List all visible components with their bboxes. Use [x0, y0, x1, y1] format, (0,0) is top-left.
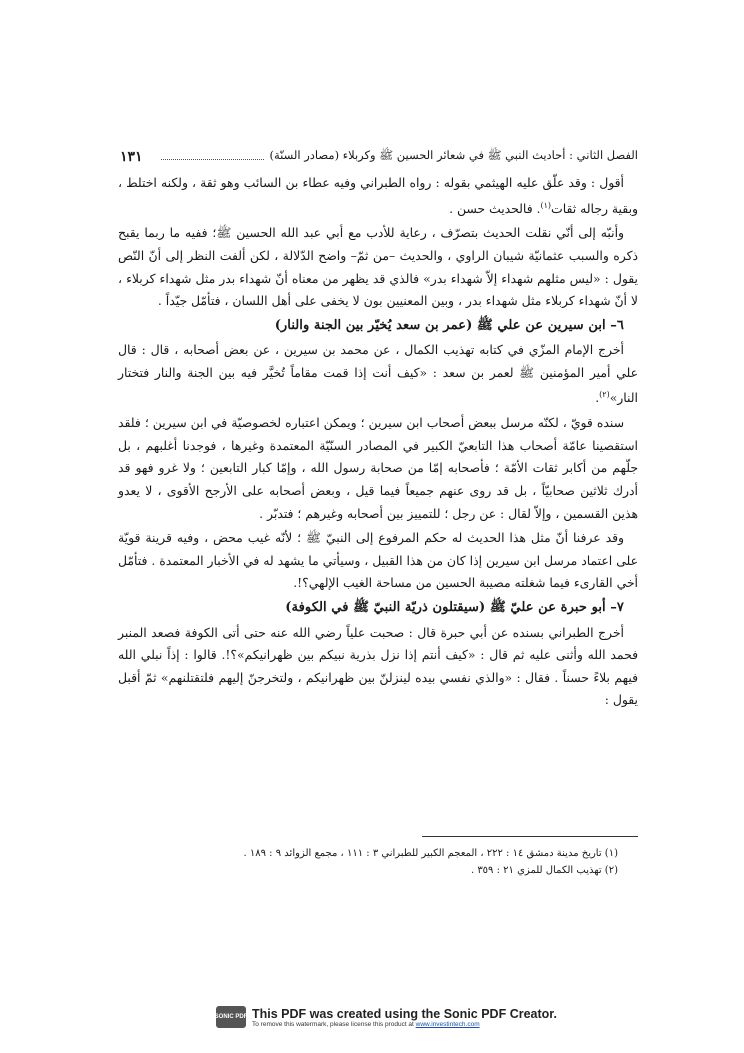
paragraph-tail: . — [595, 390, 600, 406]
paragraph-tail: . فالحديث حسن . — [449, 200, 541, 216]
footnote: (١) تاريخ مدينة دمشق ١٤ : ٢٢٢ ، المعجم الكبير للطبراني ٣ : ١١١ ، مجمع الزوائد ٩ : ١٨٩ . — [243, 848, 618, 859]
footnote-divider — [422, 836, 638, 837]
watermark-sub — [252, 1021, 557, 1028]
section-heading: ٦– ابن سيرين عن علي ﷺ (عمر بن سعد يُخيّر بين الجنة والنار) — [274, 317, 624, 333]
paragraph-text: أقول : وقد علّق عليه الهيثمي بقوله : رواه الطبراني وفيه عطاء بن السائب وهو ثقة ، ولكنه اختلط ، وبقية رجاله ثقات — [118, 175, 638, 216]
paragraph: وأنبّه إلى أنّي نقلت الحديث بتصرّف ، رعاية للأدب مع أبي عبد الله الحسين ﷺ؛ ففيه ما ربما يقبح ذكره والسبب عثمانيّة شيبان الراوي ، والحديث –من ثمّ– واضح الدّلالة ، لكن ألفت النظر إلى أنّ النّص يقول : «ليس مثلهم شهداء إلاّ شهداء بدر» فالذي قد يظهر من معناه أنّ شهداء بدر مثل شهداء كربلاء ، لا أنّ شهداء كربلاء مثل شهداء بدر ، وبين المعنيين بون لا يخفى على أهل اللسان ، فتأمّل جيّداً . — [118, 225, 638, 309]
paragraph: أخرج الطبراني بسنده عن أبي حبرة قال : صحبت علياً رضي الله عنه حتى أتى الكوفة فصعد المنبر فحمد الله وأثنى عليه ثم قال : «كيف أنتم إذا نزل بذرية نبيكم بين ظهرانيكم»؟!. قالوا : إذاً نبلي الله فيهم بلاءً حسناً . فقال : «والذي نفسي بيده لينزلنّ بين ظهرانيكم ، ولتخرجنّ إليهم فلتقتلنهم» ثمّ أقبل يقول : — [118, 624, 638, 708]
paragraph: سنده قويّ ، لكنّه مرسل ببعض أصحاب ابن سيرين ؛ ويمكن اعتباره لخصوصيّة في ابن سيرين ؛ فلقد استقصينا عامّة أصحاب هذا التابعيّ الكبير في المصادر السنّيّة المعتمدة وغيرها ، فوجدنا أغلبهم ، بل جلّهم من أكابر ثقات الأمّة ؛ فأصحابه إمّا من صحابة رسول الله ، وإمّا كبار التابعين ؛ ولا غرو فهو قد أدرك ثلاثين صحابيّاً ، بل قد روى عنهم جميعاً فيما قيل ، وبعض أصحابه على الأرجح الأقوى ، لا يعدو هذين القسمين ، وإلاّ لقال : عن رجل ؛ للتمييز بين أصحابه وغيرهم ؛ فتدبّر . — [118, 415, 638, 521]
page-number: ١٣١ — [120, 149, 143, 165]
main-text — [118, 172, 638, 714]
watermark-main: This PDF was created using the Sonic PDF Creator. — [252, 1006, 557, 1021]
paragraph-text: أخرج الإمام المزّي في كتابه تهذيب الكمال ، عن محمد بن سيرين ، عن بعض أصحابه ، قال : قال علي أمير المؤمنين ﷺ لعمر بن سعد : «كيف أنت إذا قمت مقاماً تُخيَّر فيه بين الجنة والنار فتختار النار» — [118, 342, 638, 406]
pdf-watermark — [216, 1004, 557, 1030]
watermark-sub-text: To remove this watermark, please license this product at — [252, 1020, 414, 1028]
footnote-ref: (١) — [540, 200, 552, 210]
watermark-text — [252, 1007, 557, 1028]
sonic-pdf-logo: SONIC PDF — [216, 1006, 246, 1028]
watermark-link[interactable]: www.investintech.com — [415, 1020, 480, 1028]
footnotes — [118, 845, 618, 879]
header-leader-dots — [161, 158, 264, 160]
paragraph — [118, 172, 638, 220]
paragraph: وقد عرفنا أنّ مثل هذا الحديث له حكم المرفوع إلى النبيّ ﷺ ؛ لأنّه غيب محض ، وفيه قرينة قويّة على اعتماد مرسل ابن سيرين إذا كان من هذا القبيل ، وسيأتي ما يشهد له في الأخبار المعتمدة . فتأمّل أخي القارىء فيما شغلته مصيبة الحسين من مساحة الغيب الإلهي؟!. — [118, 530, 638, 591]
footnote-ref: (٢) — [599, 390, 610, 400]
footnote: (٢) تهذيب الكمال للمزي ٢١ : ٣٥٩ . — [470, 865, 618, 876]
chapter-title: الفصل الثاني : أحاديث النبي ﷺ في شعائر الحسين ﷺ وكربلاء (مصادر السنّة) — [269, 148, 638, 162]
paragraph — [118, 339, 638, 410]
section-heading: ٧– أبو حبرة عن عليّ ﷺ (سيقتلون ذريّة النبيّ ﷺ في الكوفة) — [285, 599, 624, 615]
running-header — [118, 143, 638, 165]
